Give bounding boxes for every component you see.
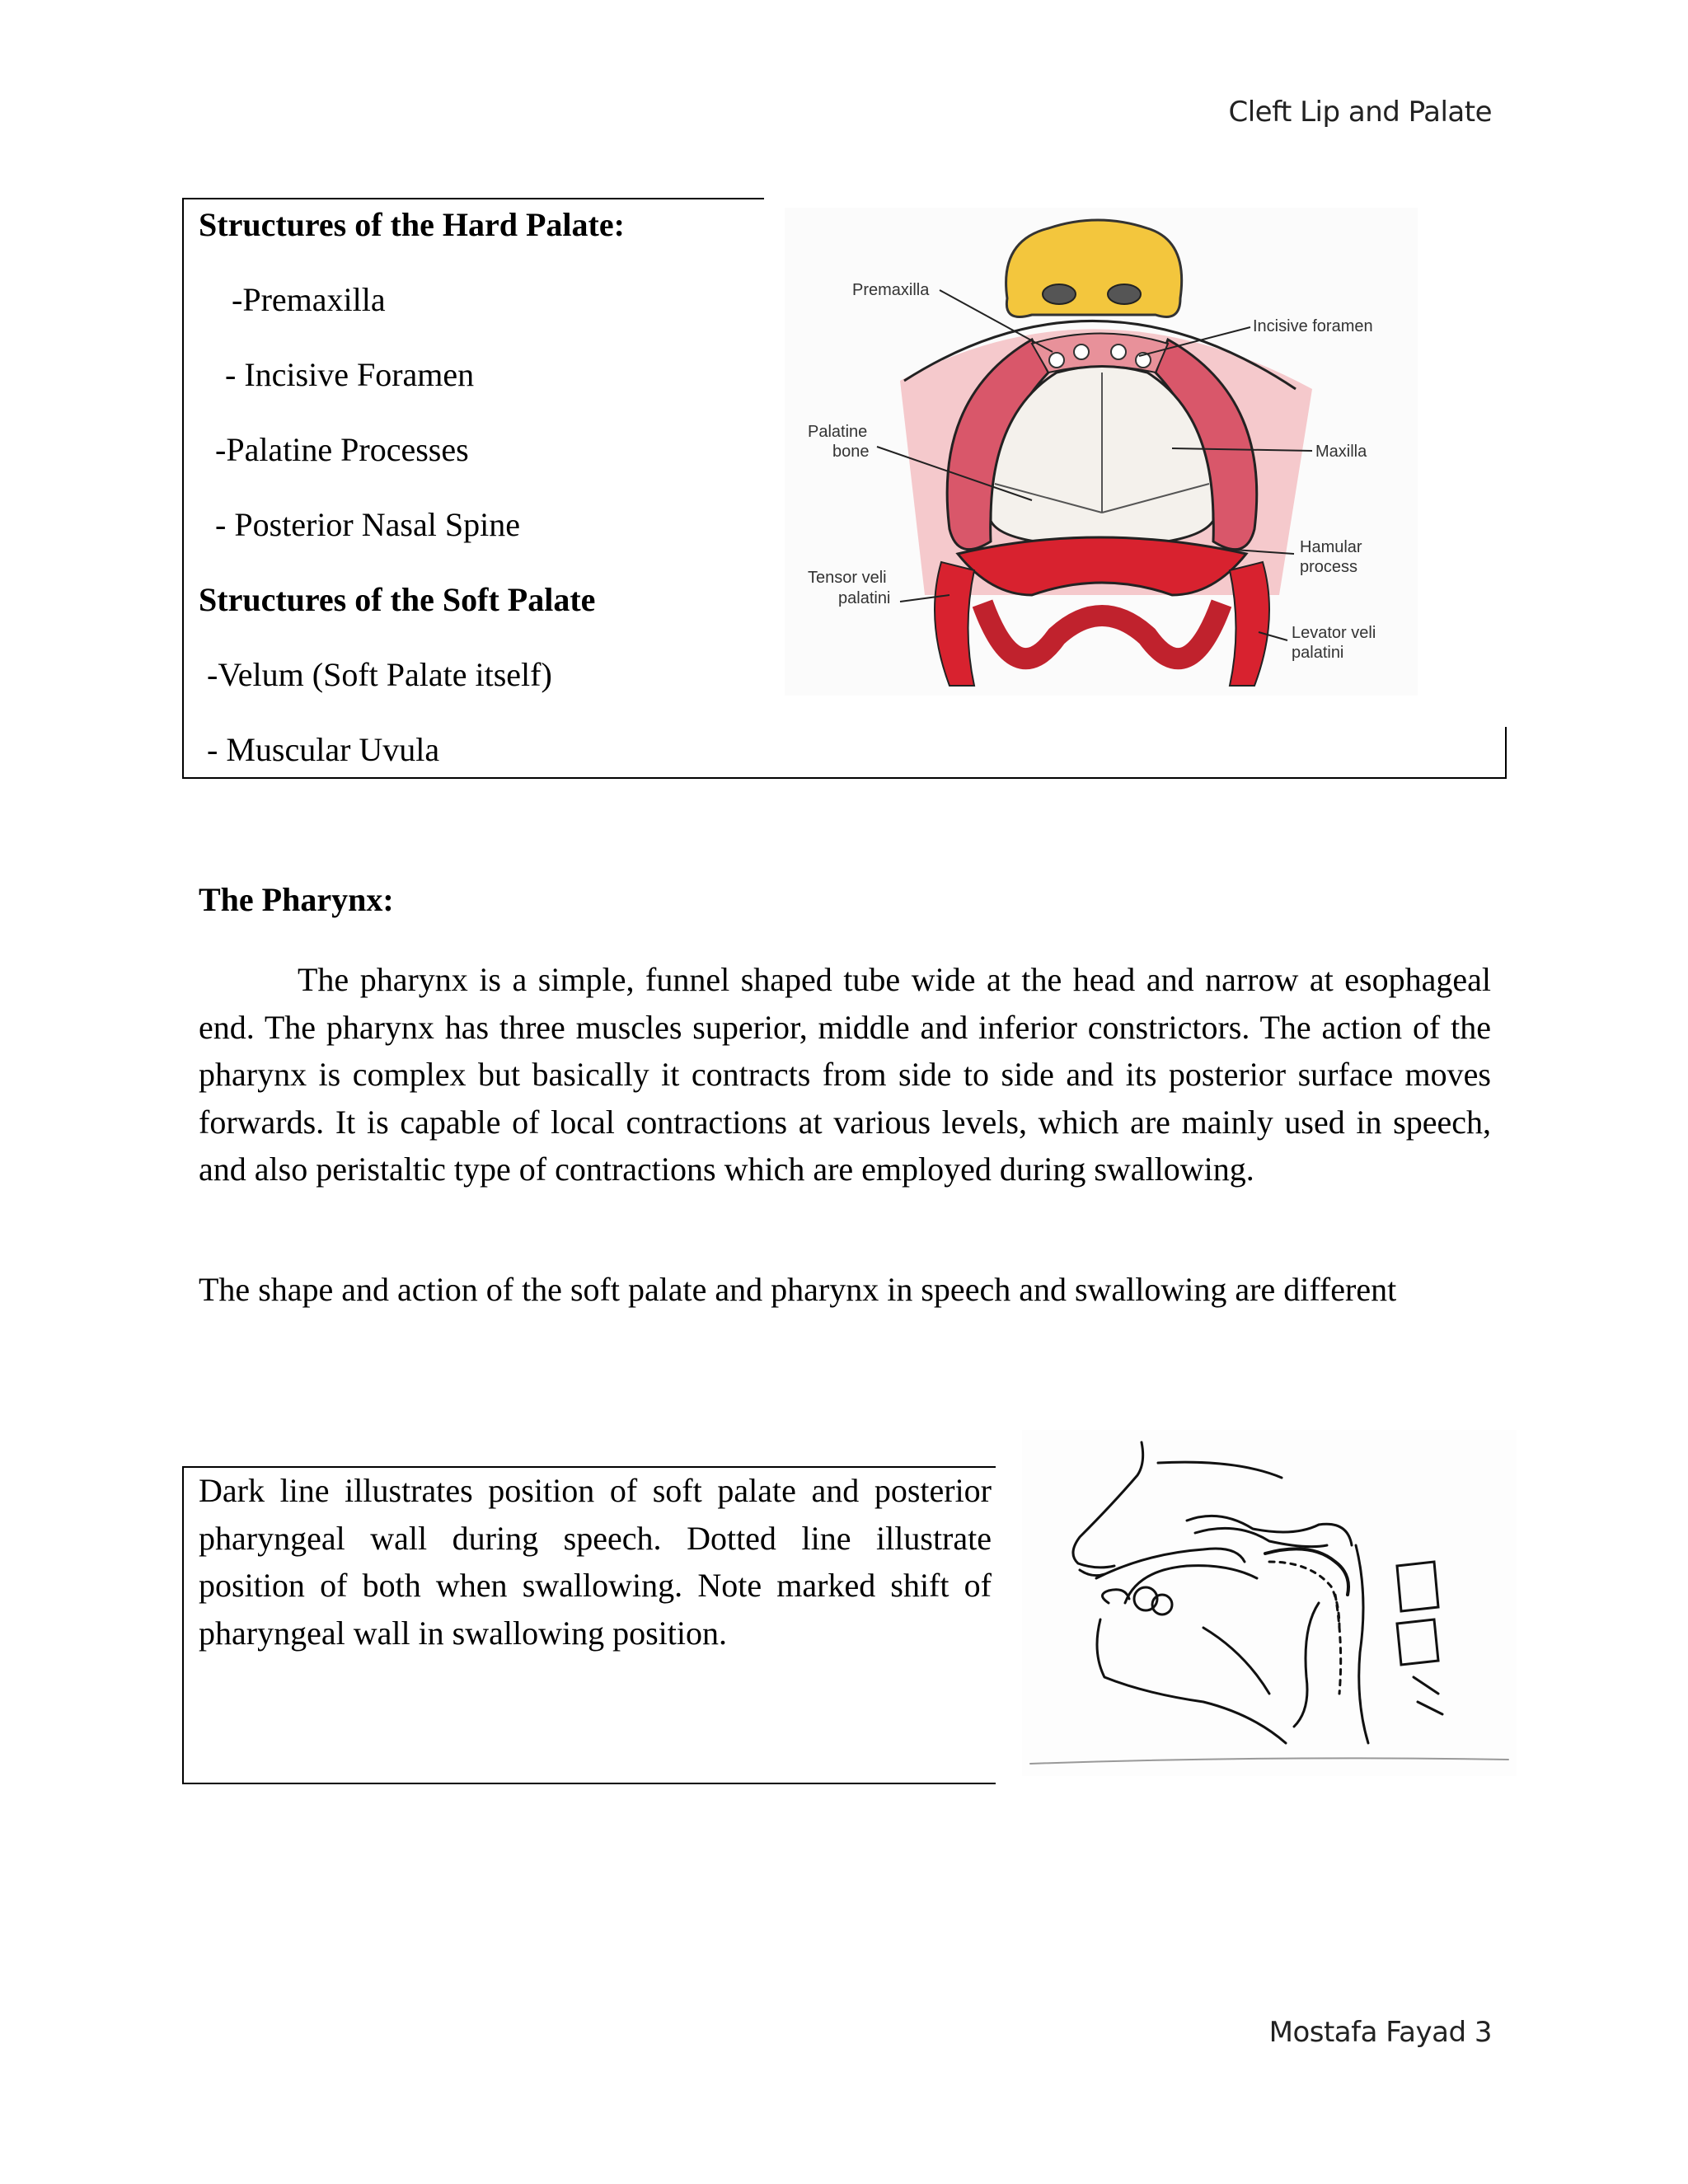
sagittal-speech-figure [1022,1430,1517,1776]
palate-anatomy-figure [785,208,1418,696]
label-hamular-1: Hamular [1300,538,1362,556]
list-item-5: Structures of the Soft Palate [199,581,596,618]
label-levator-1: Levator veli [1292,624,1376,642]
label-maxilla: Maxilla [1315,443,1367,461]
box1-border-right [1505,727,1507,779]
label-premaxilla: Premaxilla [852,281,930,299]
list-item-3: -Palatine Processes [215,431,469,468]
list-item-7: - Muscular Uvula [207,731,440,768]
list-item-0: Structures of the Hard Palate: [199,206,625,243]
list-item-6: -Velum (Soft Palate itself) [207,656,552,693]
list-item-4: - Posterior Nasal Spine [215,506,520,543]
section-heading-pharynx: The Pharynx: [199,881,394,918]
label-tensor-1: Tensor veli [808,569,887,587]
box1-border-left [182,198,184,779]
list-item-1: -Premaxilla [232,281,386,318]
label-palatine-bone-1: Palatine [808,423,868,441]
figure-caption: Dark line illustrates position of soft palate and posterior pharyngeal wall during speech. Dotted line illustrate position of both when swallowing. Note marked shift of pharyngeal wall in swallowing position. [199,1472,992,1652]
running-header: Cleft Lip and Palate [1228,96,1492,129]
pharynx-paragraph-2: The shape and action of the soft palate and pharynx in speech and swallowing are different [199,1271,1397,1308]
pharynx-paragraph-1: The pharynx is a simple, funnel shaped tube wide at the head and narrow at esophageal end. The pharynx has three muscles superior, middle and inferior constrictors. The action of the pharynx is complex but basically it contracts from side to side and its posterior surface moves forwards. It is capable of local contractions at various levels, which are mainly used in speech, and also peristaltic type of contractions which are employed during swallowing. [199,961,1491,1188]
list-item-2: - Incisive Foramen [225,356,475,393]
running-footer: Mostafa Fayad 3 [1268,2016,1492,2049]
hard-palate-structures-list [199,198,759,798]
label-palatine-bone-2: bone [832,443,870,461]
label-tensor-2: palatini [838,589,891,607]
label-incisive-foramen: Incisive foramen [1253,317,1373,335]
label-levator-2: palatini [1292,644,1344,662]
label-hamular-2: process [1300,558,1358,576]
